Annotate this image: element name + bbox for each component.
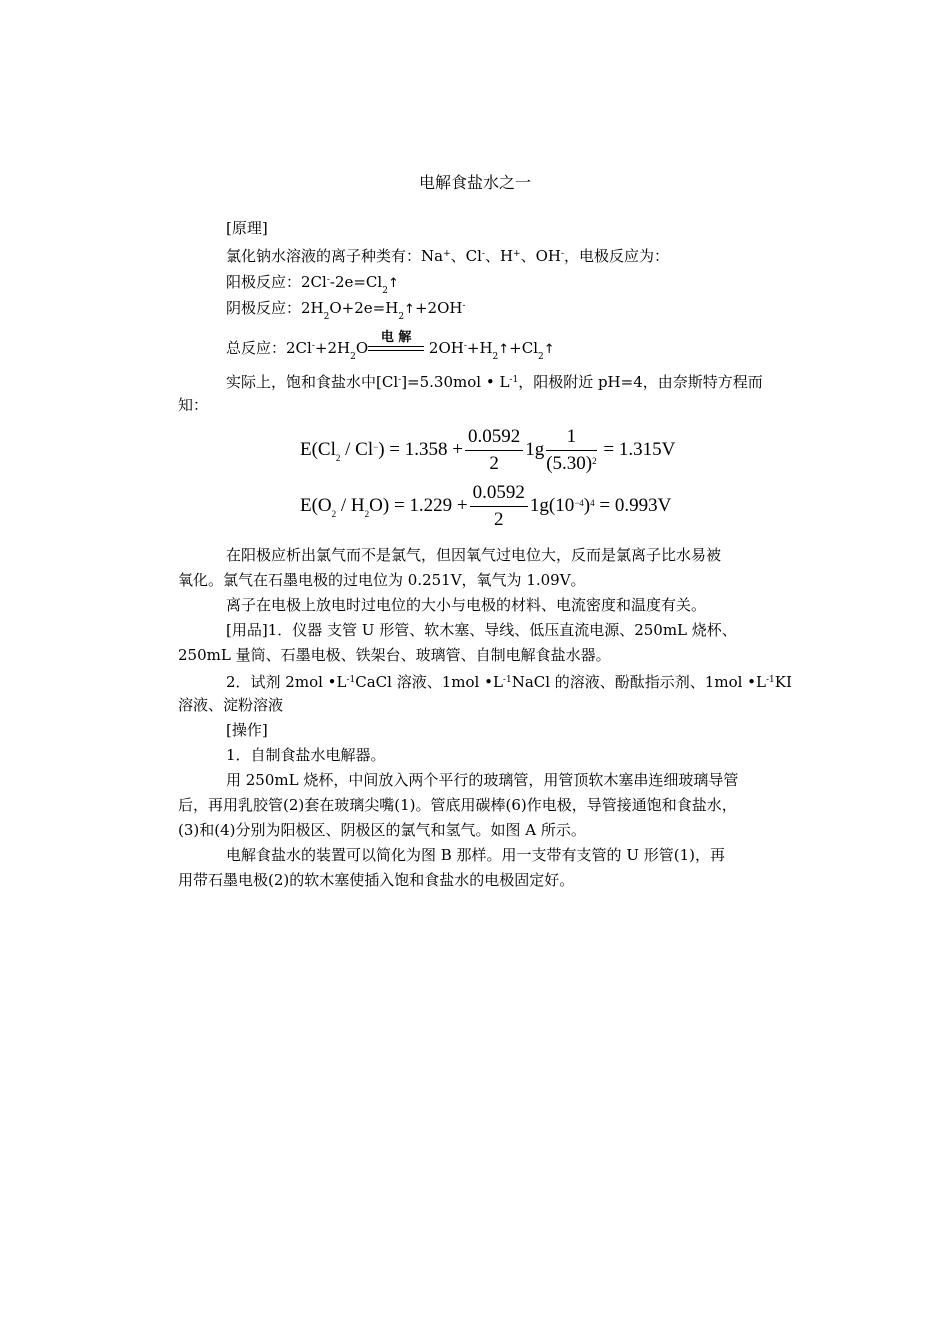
- supplies-line: [用品]1．仪器 支管 U 形管、软木塞、导线、低压直流电源、250mL 烧杯、: [226, 621, 737, 639]
- up-arrow-icon: ↑: [404, 302, 415, 317]
- up-arrow-icon: ↑: [543, 342, 555, 357]
- nernst-equation-oxygen: $E(O_2 / H_2O) = 1.229$ + $\frac{0.0592}{2}$ $1g(10^{-4})^4 = 0.993V$: [300, 482, 672, 530]
- total-reaction-line: 总反应：$2Cl^-+2H_2O$ 电 解 $2OH^-+H_2↑+Cl_2↑$: [226, 330, 555, 362]
- fraction: $\frac{0.0592}{2}$: [470, 482, 528, 531]
- paragraph-line: 氧化。氯气在石墨电极的过电位为 0.251V，氧气为 1.09V。: [178, 571, 586, 589]
- paragraph-line: (3)和(4)分别为阳极区、阴极区的氯气和氢气。如图 A 所示。: [178, 821, 586, 839]
- actual-condition-cont: 知：: [178, 396, 209, 414]
- anode-reaction-line: 阳极反应：$2Cl^--2e=Cl_2↑$: [226, 273, 399, 296]
- fraction: $\frac{0.0592}{2}$: [465, 426, 523, 475]
- fraction: $\frac{1}{(5.30)^2}$: [546, 426, 597, 474]
- ion-species-line: 氯化钠水溶液的离子种类有：Na+、Cl-、H+、OH-，电极反应为：: [226, 247, 670, 265]
- page-title: 电解食盐水之一: [418, 173, 531, 192]
- paragraph-line: 在阳极应析出氯气而不是氯气，但因氧气过电位大，反而是氯离子比水易被: [226, 546, 722, 564]
- paragraph-line: 电解食盐水的装置可以简化为图 B 那样。用一支带有支管的 U 形管(1)，再: [226, 846, 725, 864]
- electrolysis-equals-sign: 电 解: [368, 342, 424, 356]
- paragraph-line: 1．自制食盐水电解器。: [226, 746, 386, 764]
- up-arrow-icon: ↑: [498, 342, 510, 357]
- reagents-line: 溶液、淀粉溶液: [178, 696, 284, 714]
- up-arrow-icon: ↑: [387, 276, 399, 291]
- nernst-equation-chlorine: $E(Cl_2 / Cl^-) = 1.358$ + $\frac{0.0592}{2}$ 1g $\frac{1}{(5.30)^2}$ = 1.315V: [300, 426, 676, 474]
- cathode-reaction-line: 阴极反应：$2H_2O+2e=H_2↑+2OH^-$: [226, 299, 466, 322]
- supplies-line: 250mL 量筒、石墨电极、铁架台、玻璃管、自制电解食盐水器。: [178, 646, 611, 664]
- actual-condition-line: 实际上，饱和食盐水中[Cl-]=5.30mol • $L^{-1}$，阳极附近 pH=4，由奈斯特方程而: [226, 373, 763, 391]
- paragraph-line: 用 250mL 烧杯，中间放入两个平行的玻璃管，用管顶软木塞串连细玻璃导管: [226, 771, 739, 789]
- section-heading-principle: [原理]: [226, 219, 268, 237]
- paragraph-line: 用带石墨电极(2)的软木塞使插入饱和食盐水的电极固定好。: [178, 871, 575, 889]
- paragraph-line: 后，再用乳胶管(2)套在玻璃尖嘴(1)。管底用碳棒(6)作电极，导管接通饱和食盐水，: [178, 796, 737, 814]
- section-heading-operation: [操作]: [226, 721, 268, 739]
- reagents-line: 2．试剂 2mol $•L^{-1}CaCl$ 溶液、1mol $•L^{-1}NaCl$ 的溶液、酚酞指示剂、1mol $•L^{-1}KI$: [226, 673, 792, 691]
- paragraph-line: 离子在电极上放电时过电位的大小与电极的材料、电流密度和温度有关。: [226, 596, 707, 614]
